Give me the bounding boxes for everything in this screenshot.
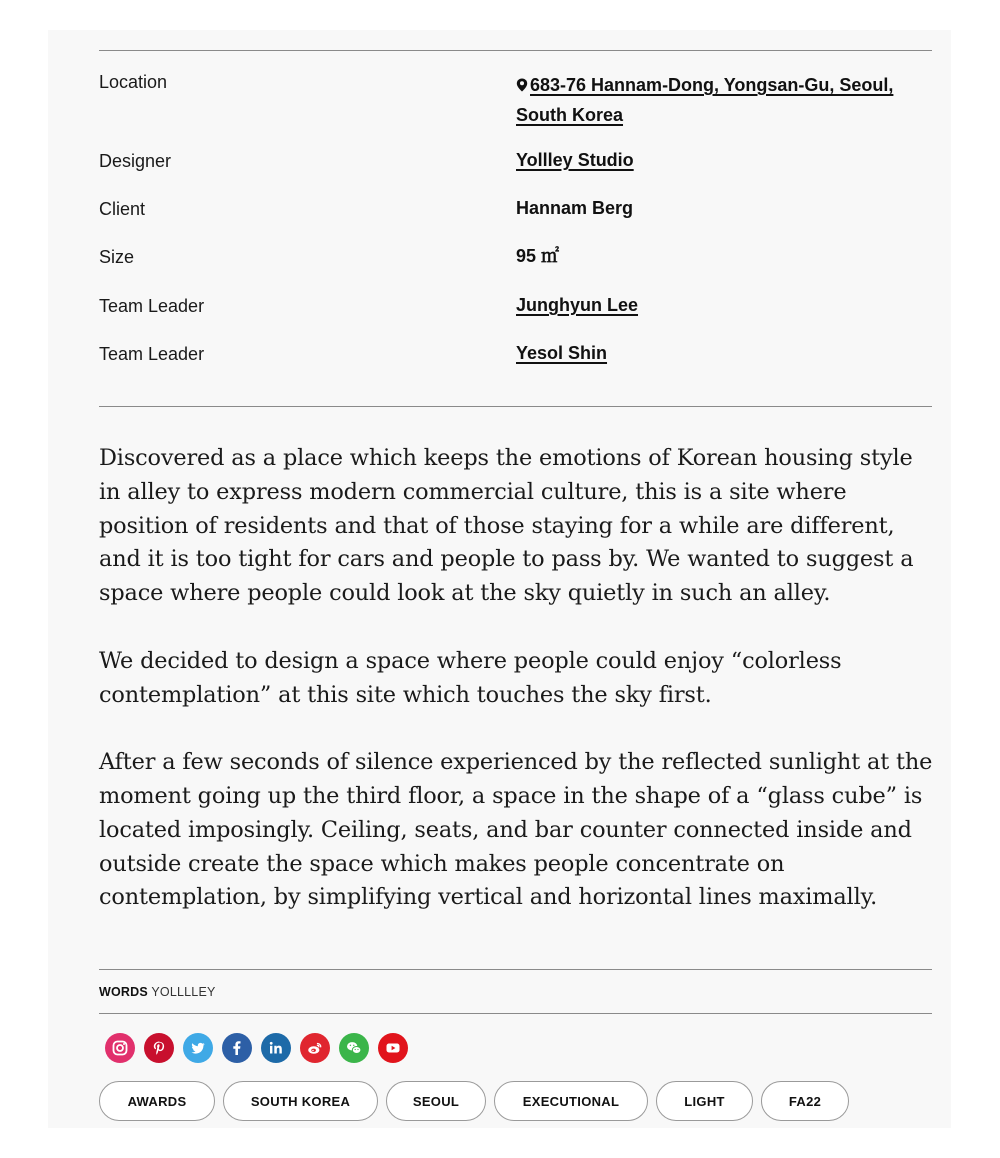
description-paragraph: After a few seconds of silence experienced by the reflected sunlight at the moment going up the third floor, a space in the shape of a “glass cube” is located imposingly. Ceiling, seats, and bar counter connected inside and outside create the space which makes people concentrate on contemplation, by simplifying vertical and horizontal lines maximally. bbox=[99, 749, 933, 911]
words-label: WORDS bbox=[99, 985, 148, 999]
detail-label: Team Leader bbox=[99, 296, 205, 316]
tag-button[interactable]: FA22 bbox=[761, 1081, 849, 1121]
detail-label: Client bbox=[99, 199, 146, 219]
detail-label: Designer bbox=[99, 151, 172, 171]
youtube-icon[interactable] bbox=[378, 1033, 408, 1063]
designer-link[interactable]: Yollley Studio bbox=[516, 150, 634, 170]
weibo-icon[interactable] bbox=[300, 1033, 330, 1063]
instagram-icon[interactable] bbox=[105, 1033, 135, 1063]
map-pin-icon bbox=[516, 78, 528, 92]
credits-top-divider bbox=[99, 969, 932, 970]
detail-label: Location bbox=[99, 72, 168, 92]
team-leader-link[interactable]: Yesol Shin bbox=[516, 343, 608, 363]
linkedin-icon[interactable] bbox=[261, 1033, 291, 1063]
tag-button[interactable]: AWARDS bbox=[99, 1081, 215, 1121]
words-credit bbox=[99, 985, 216, 999]
detail-label: Team Leader bbox=[99, 344, 205, 364]
tag-button[interactable]: LIGHT bbox=[656, 1081, 753, 1121]
detail-value bbox=[516, 290, 936, 320]
details-divider bbox=[99, 406, 932, 407]
size-value: 95 ㎡ bbox=[516, 246, 560, 266]
project-description bbox=[99, 442, 939, 949]
tag-button[interactable]: SEOUL bbox=[386, 1081, 486, 1121]
detail-value bbox=[516, 338, 936, 368]
location-link[interactable]: 683-76 Hannam-Dong, Yongsan-Gu, Seoul, South Korea bbox=[516, 75, 894, 125]
twitter-icon[interactable] bbox=[183, 1033, 213, 1063]
detail-value bbox=[516, 70, 936, 130]
tag-button[interactable]: EXECUTIONAL bbox=[494, 1081, 648, 1121]
detail-value bbox=[516, 145, 936, 175]
detail-label: Size bbox=[99, 247, 135, 267]
client-value: Hannam Berg bbox=[516, 198, 634, 218]
tag-button[interactable]: SOUTH KOREA bbox=[223, 1081, 378, 1121]
facebook-icon[interactable] bbox=[222, 1033, 252, 1063]
words-author: YOLLLLEY bbox=[151, 985, 216, 999]
social-share-bar bbox=[105, 1033, 408, 1063]
tag-list bbox=[99, 1081, 849, 1121]
project-panel bbox=[48, 30, 951, 1128]
top-divider bbox=[99, 50, 932, 51]
description-paragraph: We decided to design a space where people could enjoy “colorless contemplation” at this site which touches the sky first. bbox=[99, 647, 842, 708]
description-paragraph: Discovered as a place which keeps the emotions of Korean housing style in alley to express modern commercial culture, this is a site where position of residents and that of those staying for a while are different, and it is too tight for cars and people to pass by. We wanted to suggest a space where people could look at the sky quietly in such an alley. bbox=[99, 445, 914, 607]
pinterest-icon[interactable] bbox=[144, 1033, 174, 1063]
team-leader-link[interactable]: Junghyun Lee bbox=[516, 295, 639, 315]
credits-bottom-divider bbox=[99, 1013, 932, 1014]
wechat-icon[interactable] bbox=[339, 1033, 369, 1063]
